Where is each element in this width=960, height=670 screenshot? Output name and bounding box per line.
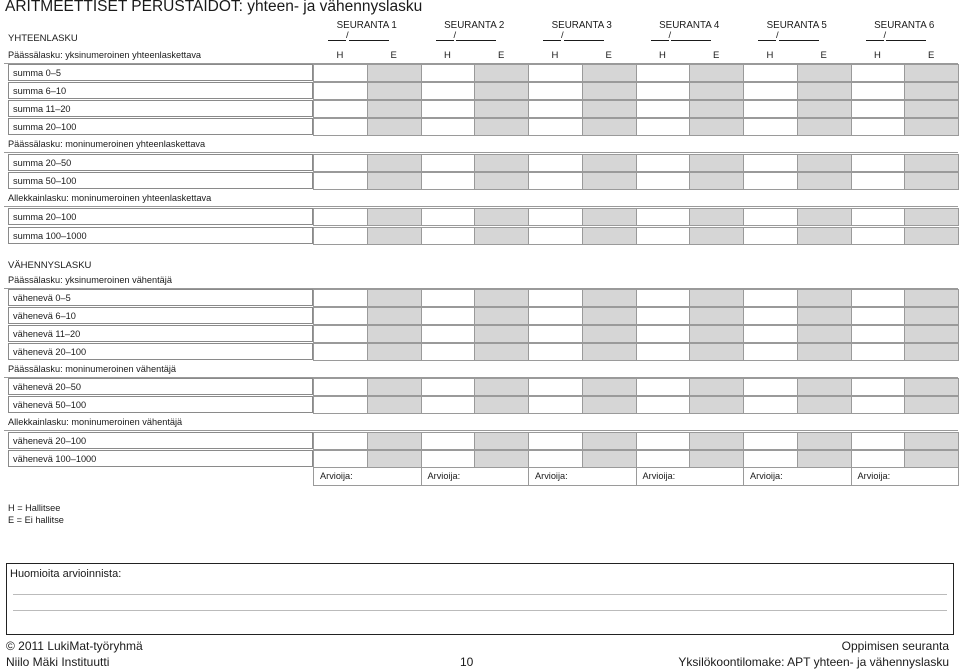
ei-hallitse-cell[interactable] (367, 154, 422, 172)
arvioija-field[interactable] (851, 467, 960, 486)
hallitsee-cell[interactable] (421, 227, 476, 245)
skill-row-label: summa 20–100 (8, 208, 313, 225)
e-column-label: E (390, 50, 397, 61)
ei-hallitse-cell[interactable] (904, 289, 959, 307)
hallitsee-cell[interactable] (851, 343, 906, 361)
hallitsee-cell[interactable] (636, 325, 691, 343)
hallitsee-cell[interactable] (851, 289, 906, 307)
hallitsee-cell[interactable] (743, 432, 798, 450)
section-heading-yhteenlasku: YHTEENLASKU (8, 33, 78, 44)
ei-hallitse-cell[interactable] (904, 432, 959, 450)
hallitsee-cell[interactable] (421, 118, 476, 136)
notes-line (13, 610, 947, 611)
ei-hallitse-cell[interactable] (474, 172, 529, 190)
ei-hallitse-cell[interactable] (689, 118, 744, 136)
ei-hallitse-cell[interactable] (797, 227, 852, 245)
hallitsee-cell[interactable] (743, 82, 798, 100)
skill-row-label: summa 50–100 (8, 172, 313, 189)
hallitsee-cell[interactable] (528, 396, 583, 414)
skill-row-label: summa 0–5 (8, 64, 313, 81)
e-column-label: E (712, 50, 720, 61)
ei-hallitse-cell[interactable] (797, 82, 852, 100)
ei-hallitse-cell[interactable] (689, 450, 744, 468)
hallitsee-cell[interactable] (313, 118, 368, 136)
hallitsee-cell[interactable] (636, 64, 691, 82)
arvioija-label: Arvioija: (535, 471, 568, 481)
hallitsee-cell[interactable] (313, 100, 368, 118)
ei-hallitse-cell[interactable] (367, 432, 422, 450)
hallitsee-cell[interactable] (313, 432, 368, 450)
ei-hallitse-cell[interactable] (797, 307, 852, 325)
hallitsee-cell[interactable] (743, 118, 798, 136)
hallitsee-cell[interactable] (421, 289, 476, 307)
ei-hallitse-cell[interactable] (367, 227, 422, 245)
arvioija-field[interactable] (313, 467, 422, 486)
e-column-label: E (605, 50, 612, 61)
hallitsee-cell[interactable] (636, 154, 691, 172)
hallitsee-cell[interactable] (743, 396, 798, 414)
footer-series: Oppimisen seuranta (841, 639, 949, 653)
hallitsee-cell[interactable] (743, 172, 798, 190)
notes-label: Huomioita arvioinnista: (10, 568, 122, 580)
hallitsee-cell[interactable] (743, 64, 798, 82)
ei-hallitse-cell[interactable] (367, 64, 422, 82)
ei-hallitse-cell[interactable] (582, 227, 637, 245)
hallitsee-cell[interactable] (636, 289, 691, 307)
hallitsee-cell[interactable] (528, 64, 583, 82)
ei-hallitse-cell[interactable] (367, 100, 422, 118)
ei-hallitse-cell[interactable] (367, 208, 422, 226)
hallitsee-cell[interactable] (421, 450, 476, 468)
arvioija-label: Arvioija: (427, 471, 461, 481)
ei-hallitse-cell[interactable] (689, 208, 744, 226)
hallitsee-cell[interactable] (313, 208, 368, 226)
arvioija-label: Arvioija: (750, 471, 783, 481)
footer-copyright: © 2011 LukiMat-työryhmä (6, 639, 143, 653)
ei-hallitse-cell[interactable] (367, 289, 422, 307)
ei-hallitse-cell[interactable] (797, 64, 852, 82)
hallitsee-cell[interactable] (743, 450, 798, 468)
hallitsee-cell[interactable] (636, 100, 691, 118)
ei-hallitse-cell[interactable] (689, 172, 744, 190)
ei-hallitse-cell[interactable] (797, 154, 852, 172)
skill-row-label: vähenevä 50–100 (8, 396, 313, 413)
skill-row-label: summa 11–20 (8, 100, 313, 117)
e-column-label: E (927, 50, 935, 61)
skill-row-label: vähenevä 6–10 (8, 307, 313, 324)
group-row-label: Päässälasku: moninumeroinen yhteenlaskettava (8, 139, 206, 149)
arvioija-label: Arvioija: (320, 471, 353, 481)
ei-hallitse-cell[interactable] (582, 307, 637, 325)
hallitsee-cell[interactable] (851, 154, 906, 172)
ei-hallitse-cell[interactable] (474, 432, 529, 450)
skill-row-label: summa 20–50 (8, 154, 313, 171)
hallitsee-cell[interactable] (851, 82, 906, 100)
hallitsee-cell[interactable] (313, 396, 368, 414)
ei-hallitse-cell[interactable] (582, 325, 637, 343)
ei-hallitse-cell[interactable] (474, 208, 529, 226)
ei-hallitse-cell[interactable] (689, 343, 744, 361)
notes-box[interactable] (6, 563, 954, 635)
skill-row-label: vähenevä 20–100 (8, 343, 313, 360)
page-title: ARITMEETTISET PERUSTAIDOT: yhteen- ja vähennyslasku (5, 0, 423, 15)
ei-hallitse-cell[interactable] (689, 64, 744, 82)
hallitsee-cell[interactable] (636, 208, 691, 226)
ei-hallitse-cell[interactable] (904, 100, 959, 118)
h-column-label: H (443, 50, 451, 61)
seuranta-header: SEURANTA 6 (874, 20, 935, 31)
seuranta-header: SEURANTA 4 (659, 20, 720, 31)
hallitsee-cell[interactable] (528, 172, 583, 190)
hallitsee-cell[interactable] (636, 227, 691, 245)
footer-institute: Niilo Mäki Instituutti (6, 655, 110, 669)
hallitsee-cell[interactable] (743, 208, 798, 226)
hallitsee-cell[interactable] (743, 378, 798, 396)
arvioija-field[interactable] (528, 467, 637, 486)
skill-row-label: vähenevä 11–20 (8, 325, 313, 342)
ei-hallitse-cell[interactable] (797, 325, 852, 343)
hallitsee-cell[interactable] (528, 118, 583, 136)
ei-hallitse-cell[interactable] (904, 450, 959, 468)
date-field[interactable]: / (866, 30, 927, 41)
group-divider (4, 152, 958, 153)
ei-hallitse-cell[interactable] (689, 100, 744, 118)
legend-h: H = Hallitsee (8, 503, 61, 513)
hallitsee-cell[interactable] (313, 289, 368, 307)
h-column-label: H (658, 50, 666, 61)
group-divider (4, 206, 958, 207)
hallitsee-cell[interactable] (313, 172, 368, 190)
hallitsee-cell[interactable] (313, 154, 368, 172)
skill-row-label: summa 100–1000 (8, 227, 313, 244)
ei-hallitse-cell[interactable] (582, 396, 637, 414)
date-field[interactable]: / (328, 30, 389, 41)
h-column-label: H (336, 50, 344, 61)
hallitsee-cell[interactable] (528, 289, 583, 307)
ei-hallitse-cell[interactable] (689, 227, 744, 245)
ei-hallitse-cell[interactable] (474, 343, 529, 361)
hallitsee-cell[interactable] (313, 307, 368, 325)
ei-hallitse-cell[interactable] (904, 118, 959, 136)
hallitsee-cell[interactable] (421, 172, 476, 190)
ei-hallitse-cell[interactable] (367, 325, 422, 343)
hallitsee-cell[interactable] (313, 343, 368, 361)
ei-hallitse-cell[interactable] (367, 450, 422, 468)
footer-page-number: 10 (460, 655, 474, 669)
ei-hallitse-cell[interactable] (797, 343, 852, 361)
e-column-label: E (820, 50, 827, 61)
ei-hallitse-cell[interactable] (582, 100, 637, 118)
ei-hallitse-cell[interactable] (689, 396, 744, 414)
hallitsee-cell[interactable] (528, 227, 583, 245)
hallitsee-cell[interactable] (743, 325, 798, 343)
ei-hallitse-cell[interactable] (582, 289, 637, 307)
date-field[interactable]: / (651, 30, 712, 41)
hallitsee-cell[interactable] (636, 82, 691, 100)
seuranta-header: SEURANTA 5 (766, 20, 827, 31)
seuranta-header: SEURANTA 3 (551, 20, 612, 31)
ei-hallitse-cell[interactable] (582, 378, 637, 396)
ei-hallitse-cell[interactable] (797, 100, 852, 118)
ei-hallitse-cell[interactable] (689, 307, 744, 325)
hallitsee-cell[interactable] (851, 325, 906, 343)
arvioija-label: Arvioija: (642, 471, 676, 481)
hallitsee-cell[interactable] (528, 82, 583, 100)
hallitsee-cell[interactable] (313, 378, 368, 396)
ei-hallitse-cell[interactable] (904, 64, 959, 82)
ei-hallitse-cell[interactable] (582, 82, 637, 100)
ei-hallitse-cell[interactable] (797, 396, 852, 414)
ei-hallitse-cell[interactable] (582, 154, 637, 172)
ei-hallitse-cell[interactable] (474, 100, 529, 118)
ei-hallitse-cell[interactable] (367, 307, 422, 325)
hallitsee-cell[interactable] (851, 172, 906, 190)
hallitsee-cell[interactable] (636, 343, 691, 361)
ei-hallitse-cell[interactable] (474, 118, 529, 136)
group-row-label: Päässälasku: yksinumeroinen yhteenlaskettava (8, 50, 202, 60)
hallitsee-cell[interactable] (528, 343, 583, 361)
skill-row-label: vähenevä 20–50 (8, 378, 313, 395)
hallitsee-cell[interactable] (421, 396, 476, 414)
ei-hallitse-cell[interactable] (689, 154, 744, 172)
hallitsee-cell[interactable] (743, 289, 798, 307)
hallitsee-cell[interactable] (528, 325, 583, 343)
ei-hallitse-cell[interactable] (904, 325, 959, 343)
hallitsee-cell[interactable] (421, 307, 476, 325)
group-divider (4, 430, 958, 431)
ei-hallitse-cell[interactable] (582, 450, 637, 468)
hallitsee-cell[interactable] (528, 208, 583, 226)
hallitsee-cell[interactable] (421, 100, 476, 118)
skill-row-label: vähenevä 100–1000 (8, 450, 313, 467)
arvioija-label: Arvioija: (857, 471, 891, 481)
hallitsee-cell[interactable] (528, 378, 583, 396)
ei-hallitse-cell[interactable] (582, 343, 637, 361)
h-column-label: H (766, 50, 774, 61)
h-column-label: H (873, 50, 881, 61)
ei-hallitse-cell[interactable] (582, 208, 637, 226)
hallitsee-cell[interactable] (636, 378, 691, 396)
h-column-label: H (551, 50, 559, 61)
hallitsee-cell[interactable] (528, 307, 583, 325)
section-heading-vahennyslasku: VÄHENNYSLASKU (8, 260, 92, 271)
hallitsee-cell[interactable] (421, 154, 476, 172)
hallitsee-cell[interactable] (313, 64, 368, 82)
ei-hallitse-cell[interactable] (474, 154, 529, 172)
ei-hallitse-cell[interactable] (904, 172, 959, 190)
hallitsee-cell[interactable] (421, 378, 476, 396)
ei-hallitse-cell[interactable] (474, 378, 529, 396)
skill-row-label: summa 20–100 (8, 118, 313, 135)
legend (8, 502, 64, 526)
ei-hallitse-cell[interactable] (367, 343, 422, 361)
hallitsee-cell[interactable] (743, 154, 798, 172)
legend-e: E = Ei hallitse (8, 515, 64, 525)
hallitsee-cell[interactable] (313, 450, 368, 468)
ei-hallitse-cell[interactable] (689, 289, 744, 307)
ei-hallitse-cell[interactable] (367, 172, 422, 190)
ei-hallitse-cell[interactable] (582, 118, 637, 136)
hallitsee-cell[interactable] (528, 432, 583, 450)
ei-hallitse-cell[interactable] (797, 432, 852, 450)
hallitsee-cell[interactable] (851, 307, 906, 325)
hallitsee-cell[interactable] (851, 378, 906, 396)
hallitsee-cell[interactable] (421, 64, 476, 82)
skill-row-label: summa 6–10 (8, 82, 313, 99)
arvioija-field[interactable] (743, 467, 852, 486)
hallitsee-cell[interactable] (636, 307, 691, 325)
hallitsee-cell[interactable] (851, 208, 906, 226)
ei-hallitse-cell[interactable] (474, 64, 529, 82)
skill-row-label: vähenevä 20–100 (8, 432, 313, 449)
skill-row-label: vähenevä 0–5 (8, 289, 313, 306)
ei-hallitse-cell[interactable] (904, 396, 959, 414)
date-field[interactable]: / (758, 30, 819, 41)
hallitsee-cell[interactable] (743, 307, 798, 325)
hallitsee-cell[interactable] (636, 450, 691, 468)
ei-hallitse-cell[interactable] (474, 307, 529, 325)
hallitsee-cell[interactable] (528, 154, 583, 172)
date-field[interactable]: / (436, 30, 497, 41)
ei-hallitse-cell[interactable] (474, 227, 529, 245)
hallitsee-cell[interactable] (421, 325, 476, 343)
group-row-label: Päässälasku: yksinumeroinen vähentäjä (8, 275, 172, 285)
hallitsee-cell[interactable] (851, 396, 906, 414)
seuranta-header: SEURANTA 2 (444, 20, 505, 31)
ei-hallitse-cell[interactable] (474, 450, 529, 468)
footer-form-name: Yksilökoontilomake: APT yhteen- ja vähennyslasku (678, 655, 949, 669)
ei-hallitse-cell[interactable] (797, 450, 852, 468)
ei-hallitse-cell[interactable] (367, 396, 422, 414)
hallitsee-cell[interactable] (851, 64, 906, 82)
ei-hallitse-cell[interactable] (474, 396, 529, 414)
ei-hallitse-cell[interactable] (474, 82, 529, 100)
hallitsee-cell[interactable] (743, 227, 798, 245)
ei-hallitse-cell[interactable] (904, 343, 959, 361)
ei-hallitse-cell[interactable] (689, 82, 744, 100)
ei-hallitse-cell[interactable] (797, 118, 852, 136)
date-field[interactable]: / (543, 30, 604, 41)
ei-hallitse-cell[interactable] (904, 307, 959, 325)
ei-hallitse-cell[interactable] (797, 378, 852, 396)
hallitsee-cell[interactable] (421, 208, 476, 226)
ei-hallitse-cell[interactable] (689, 378, 744, 396)
arvioija-field[interactable] (421, 467, 530, 486)
seuranta-header: SEURANTA 1 (336, 20, 397, 31)
hallitsee-cell[interactable] (528, 450, 583, 468)
ei-hallitse-cell[interactable] (367, 378, 422, 396)
ei-hallitse-cell[interactable] (904, 208, 959, 226)
hallitsee-cell[interactable] (421, 343, 476, 361)
hallitsee-cell[interactable] (528, 100, 583, 118)
ei-hallitse-cell[interactable] (797, 208, 852, 226)
group-row-label: Allekkainlasku: moninumeroinen vähentäjä (8, 417, 183, 427)
ei-hallitse-cell[interactable] (904, 378, 959, 396)
ei-hallitse-cell[interactable] (582, 172, 637, 190)
ei-hallitse-cell[interactable] (474, 289, 529, 307)
group-row-label: Päässälasku: moninumeroinen vähentäjä (8, 364, 177, 374)
hallitsee-cell[interactable] (421, 82, 476, 100)
hallitsee-cell[interactable] (636, 172, 691, 190)
ei-hallitse-cell[interactable] (904, 82, 959, 100)
hallitsee-cell[interactable] (636, 118, 691, 136)
ei-hallitse-cell[interactable] (689, 432, 744, 450)
ei-hallitse-cell[interactable] (904, 154, 959, 172)
hallitsee-cell[interactable] (851, 450, 906, 468)
hallitsee-cell[interactable] (851, 100, 906, 118)
group-row-label: Allekkainlasku: moninumeroinen yhteenlaskettava (8, 193, 212, 203)
hallitsee-cell[interactable] (421, 432, 476, 450)
hallitsee-cell[interactable] (313, 227, 368, 245)
ei-hallitse-cell[interactable] (904, 227, 959, 245)
hallitsee-cell[interactable] (313, 325, 368, 343)
hallitsee-cell[interactable] (851, 227, 906, 245)
ei-hallitse-cell[interactable] (474, 325, 529, 343)
hallitsee-cell[interactable] (636, 432, 691, 450)
hallitsee-cell[interactable] (851, 432, 906, 450)
notes-line (13, 594, 947, 595)
ei-hallitse-cell[interactable] (797, 172, 852, 190)
hallitsee-cell[interactable] (743, 343, 798, 361)
ei-hallitse-cell[interactable] (367, 82, 422, 100)
ei-hallitse-cell[interactable] (689, 325, 744, 343)
hallitsee-cell[interactable] (636, 396, 691, 414)
hallitsee-cell[interactable] (743, 100, 798, 118)
ei-hallitse-cell[interactable] (582, 64, 637, 82)
ei-hallitse-cell[interactable] (797, 289, 852, 307)
hallitsee-cell[interactable] (313, 82, 368, 100)
arvioija-field[interactable] (636, 467, 745, 486)
hallitsee-cell[interactable] (851, 118, 906, 136)
ei-hallitse-cell[interactable] (582, 432, 637, 450)
e-column-label: E (497, 50, 505, 61)
ei-hallitse-cell[interactable] (367, 118, 422, 136)
